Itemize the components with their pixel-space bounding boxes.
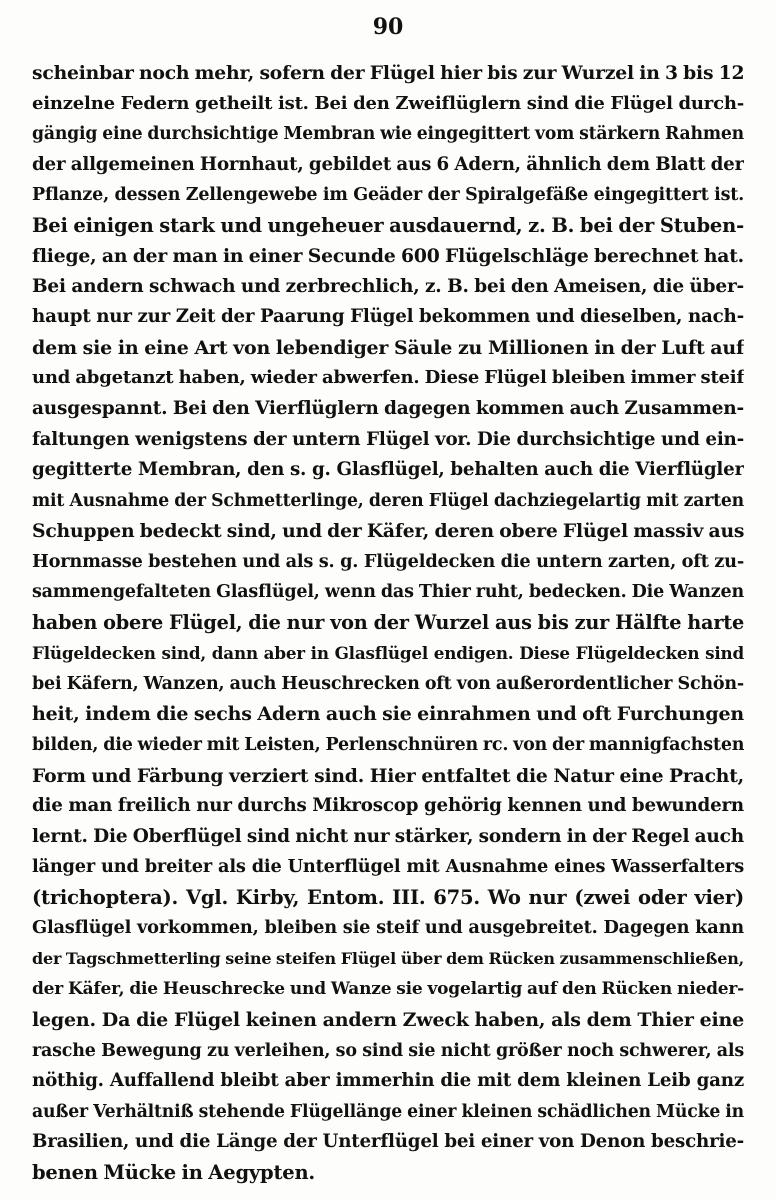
text-line: legen. Da die Flügel keinen andern Zweck haben, als dem Thier eine [32,1008,744,1031]
text-line: der Tagschmetterling seine steifen Flügel über dem Rücken zusammenschließen, [32,948,744,968]
text-line: nöthig. Auffallend bleibt aber immerhin die mit dem kleinen Leib ganz [32,1070,744,1092]
text-line: die man freilich nur durchs Mikroscop gehörig kennen und bewundern [32,795,744,817]
text-line: lernt. Die Oberflügel sind nicht nur stärker, sondern in der Regel auch [32,825,744,847]
text-line: gegitterte Membran, den s. g. Glasflügel, behalten auch die Vierflügler [32,459,744,481]
text-line: länger und breiter als die Unterflügel mit Ausnahme eines Wasserfalters [32,856,744,878]
text-line: einzelne Federn getheilt ist. Bei den Zweiflüglern sind die Flügel durch- [32,92,744,114]
text-line: Form und Färbung verziert sind. Hier entfaltet die Natur eine Pracht, [32,764,744,787]
text-line: dem sie in eine Art von lebendiger Säule zu Millionen in der Luft auf [32,336,744,359]
text-line: Flügeldecken sind, dann aber in Glasflügel endigen. Diese Flügeldecken sind [32,643,744,664]
text-line: bei Käfern, Wanzen, auch Heuschrecken oft von außerordentlicher Schön- [32,673,744,694]
text-line: faltungen wenigstens der untern Flügel vor. Die durchsichtige und ein- [32,428,744,450]
text-line: Pflanze, dessen Zellengewebe im Geäder der Spiralgefäße eingegittert ist. [32,185,744,206]
text-line: bilden, die wieder mit Leisten, Perlenschnüren rc. von der mannigfachsten [32,735,744,756]
text-line: und abgetanzt haben, wieder abwerfen. Diese Flügel bleiben immer steif [32,367,744,389]
text-line: Brasilien, und die Länge der Unterflügel bei einer von Denon beschrie- [32,1131,744,1153]
text-line: haben obere Flügel, die nur von der Wurzel aus bis zur Hälfte harte [32,610,744,634]
text-line: außer Verhältniß stehende Flügellänge einer kleinen schädlichen Mücke in [32,1101,744,1122]
text-line: Glasflügel vorkommen, bleiben sie steif und ausgebreitet. Dagegen kann [32,917,744,939]
body-text [32,58,744,1188]
page-number: 90 [372,14,404,40]
text-line: Hornmasse bestehen und als s. g. Flügeldecken die untern zarten, oft zu- [32,550,744,572]
text-line: scheinbar noch mehr, sofern der Flügel hier bis zur Wurzel in 3 bis 12 [32,62,744,84]
text-line: Bei andern schwach und zerbrechlich, z. B. bei den Ameisen, die über- [32,275,744,297]
text-line: haupt nur zur Zeit der Paarung Flügel bekommen und dieselben, nach- [32,306,744,328]
text-line: rasche Bewegung zu verleihen, so sind sie nicht größer noch schwerer, als [32,1040,744,1061]
text-line: fliege, an der man in einer Secunde 600 Flügelschläge berechnet hat. [32,245,744,268]
text-line: (trichoptera). Vgl. Kirby, Entom. III. 675. Wo nur (zwei oder vier) [32,885,744,909]
text-line: gängig eine durchsichtige Membran wie eingegittert vom stärkern Rahmen [32,124,744,145]
text-line: benen Mücke in Aegypten. [32,1160,316,1184]
text-line: heit, indem die sechs Adern auch sie einrahmen und oft Furchungen [32,703,744,726]
text-line: ausgespannt. Bei den Vierflüglern dagegen kommen auch Zusammen- [32,398,744,420]
text-line: mit Ausnahme der Schmetterlinge, deren Flügel dachziegelartig mit zarten [32,490,744,511]
text-line: der Käfer, die Heuschrecke und Wanze sie vogelartig auf den Rücken nieder- [32,979,744,1000]
text-line: sammengefalteten Glasflügel, wenn das Thier ruht, bedecken. Die Wanzen [32,582,744,603]
text-line: Bei einigen stark und ungeheuer ausdauernd, z. B. bei der Stuben- [32,213,744,237]
text-line: der allgemeinen Hornhaut, gebildet aus 6 Adern, ähnlich dem Blatt der [32,153,744,175]
text-line: Schuppen bedeckt sind, und der Käfer, deren obere Flügel massiv aus [32,520,744,543]
